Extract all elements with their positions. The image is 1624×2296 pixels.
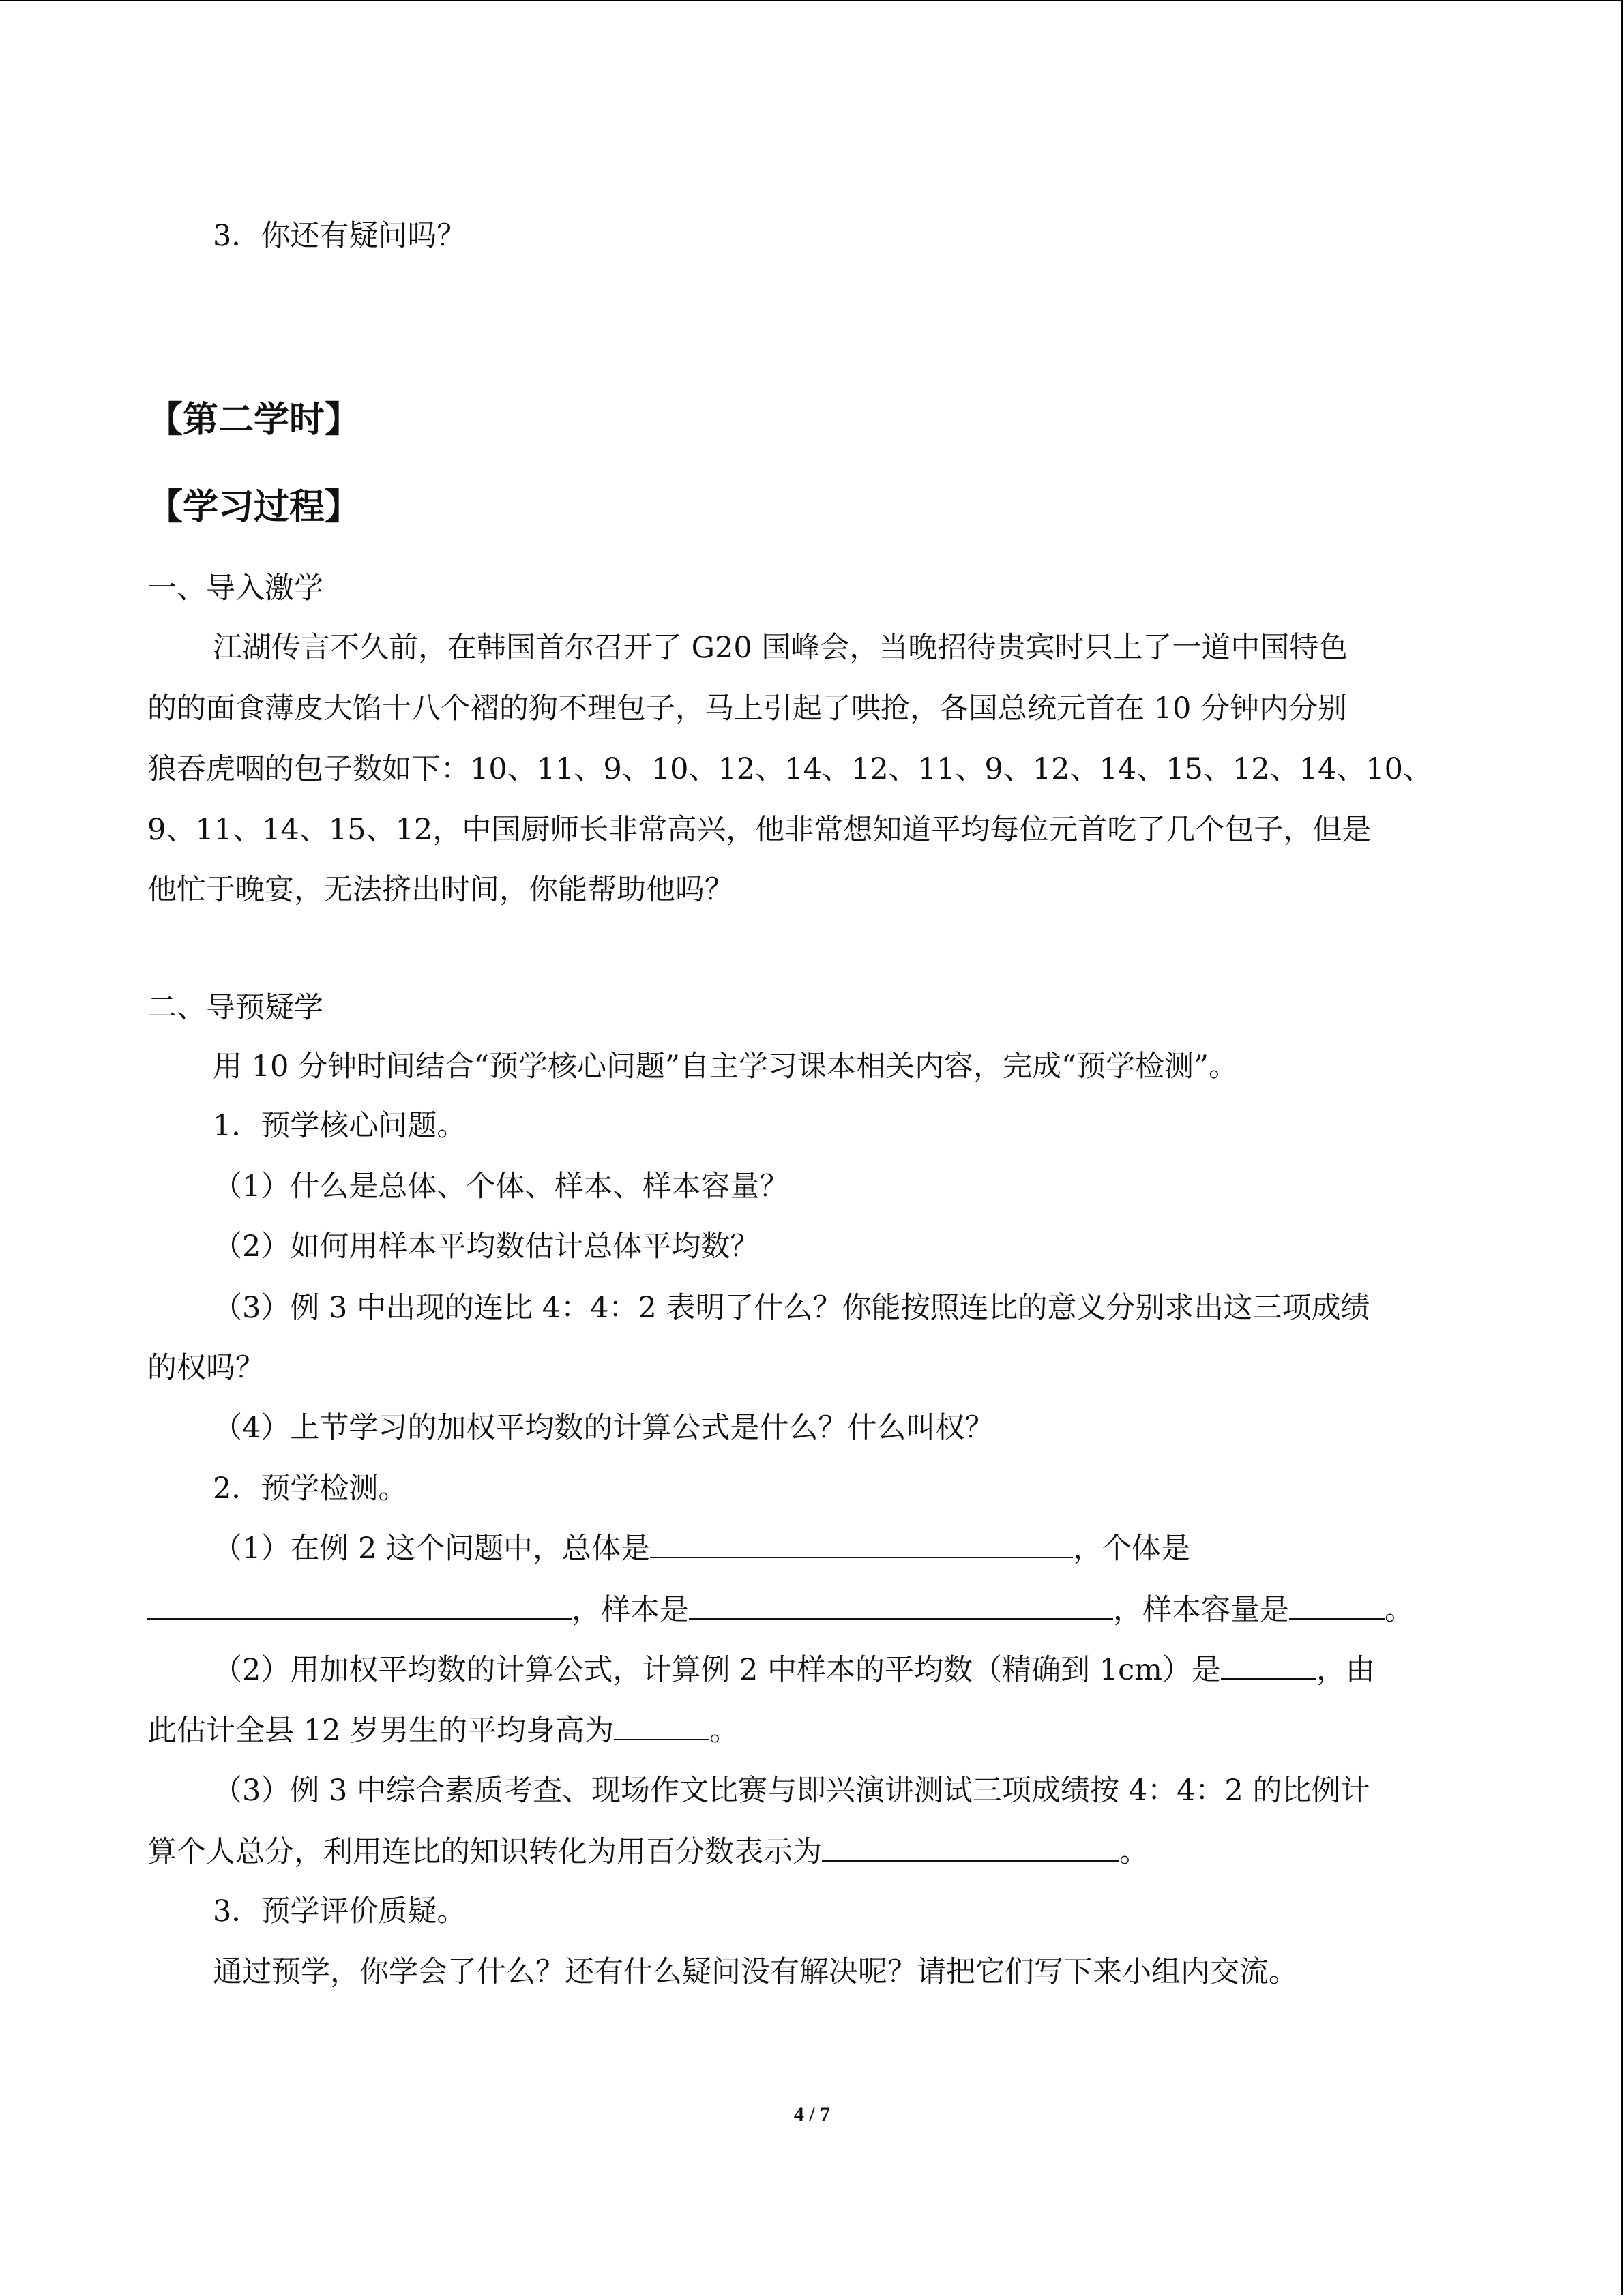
- check-q2-text-d: 。: [709, 1714, 739, 1748]
- core-question-3-line-2: 的权吗？: [147, 1351, 265, 1385]
- answer-blank-individual[interactable]: [147, 1591, 572, 1620]
- check-question-3-line-2: [147, 1833, 1149, 1871]
- page-number: 4 / 7: [793, 2103, 831, 2126]
- answer-blank-sample-mean[interactable]: [1221, 1651, 1316, 1680]
- check-q2-text-c: 此估计全县 12 岁男生的平均身高为: [147, 1714, 615, 1748]
- heading-lesson-2: 【第二学时】: [147, 400, 361, 441]
- check-q3-text-a: 算个人总分，利用连比的知识转化为用百分数表示为: [147, 1835, 822, 1869]
- check-question-1-line-2: [147, 1591, 1414, 1629]
- check-q2-text-b: ，由: [1316, 1653, 1375, 1687]
- check-question-3-line-1: （3）例 3 中综合素质考查、现场作文比赛与即兴演讲测试三项成绩按 4：4：2 的比例计: [213, 1774, 1370, 1808]
- section-1-paragraph-line-4: 9、11、14、15、12，中国厨师长非常高兴，他非常想知道平均每位元首吃了几个包子，但是: [147, 813, 1372, 847]
- check-question-1-line-1: [213, 1530, 1190, 1568]
- check-q3-text-b: 。: [1119, 1835, 1149, 1869]
- section-2-title: 二、导预疑学: [147, 991, 323, 1025]
- core-question-3-line-1: （3）例 3 中出现的连比 4：4：2 表明了什么？你能按照连比的意义分别求出这三项成绩: [213, 1291, 1370, 1325]
- core-question-1: （1）什么是总体、个体、样本、样本容量？: [213, 1169, 789, 1204]
- check-q1-text-d: ，样本容量是: [1113, 1593, 1289, 1627]
- check-q2-text-a: （2）用加权平均数的计算公式，计算例 2 中样本的平均数（精确到 1cm）是: [213, 1653, 1221, 1687]
- question-3-prev: 3．你还有疑问吗？: [213, 219, 467, 253]
- core-question-4: （4）上节学习的加权平均数的计算公式是什么？什么叫权？: [213, 1411, 994, 1445]
- answer-blank-population[interactable]: [650, 1530, 1073, 1558]
- answer-blank-sample-size[interactable]: [1289, 1591, 1385, 1620]
- section-1-paragraph-line-2: 的的面食薄皮大馅十八个褶的狗不理包子，马上引起了哄抢，各国总统元首在 10 分钟内分别: [147, 691, 1348, 726]
- evaluation-title: 3．预学评价质疑。: [213, 1894, 467, 1928]
- core-question-2: （2）如何用样本平均数估计总体平均数？: [213, 1229, 760, 1264]
- check-q1-text-a: （1）在例 2 这个问题中，总体是: [213, 1532, 651, 1566]
- answer-blank-sample[interactable]: [689, 1591, 1113, 1620]
- check-q1-text-b: ，个体是: [1073, 1532, 1191, 1566]
- section-1-paragraph-line-1: 江湖传言不久前，在韩国首尔召开了 G20 国峰会，当晚招待贵宾时只上了一道中国特色: [213, 631, 1348, 665]
- answer-blank-percentages[interactable]: [822, 1833, 1119, 1862]
- section-1-paragraph-line-5: 他忙于晚宴，无法挤出时间，你能帮助他吗？: [147, 873, 734, 907]
- section-1-paragraph-line-3: 狼吞虎咽的包子数如下：10、11、9、10、12、14、12、11、9、12、14、15、12、14、10、: [147, 752, 1433, 786]
- evaluation-text: 通过预学，你学会了什么？还有什么疑问没有解决呢？请把它们写下来小组内交流。: [213, 1955, 1298, 1989]
- check-question-2-line-1: [213, 1651, 1375, 1689]
- check-q1-text-c: ，样本是: [572, 1593, 689, 1627]
- check-q1-text-e: 。: [1385, 1593, 1414, 1627]
- check-question-2-line-2: [147, 1712, 739, 1750]
- core-questions-title: 1．预学核心问题。: [213, 1109, 467, 1143]
- section-2-intro: 用 10 分钟时间结合“预学核心问题”自主学习课本相关内容，完成“预学检测”。: [213, 1049, 1238, 1084]
- section-1-title: 一、导入激学: [147, 571, 323, 606]
- heading-learning-process: 【学习过程】: [147, 487, 361, 528]
- answer-blank-average-height[interactable]: [614, 1712, 709, 1740]
- check-title: 2．预学检测。: [213, 1472, 408, 1506]
